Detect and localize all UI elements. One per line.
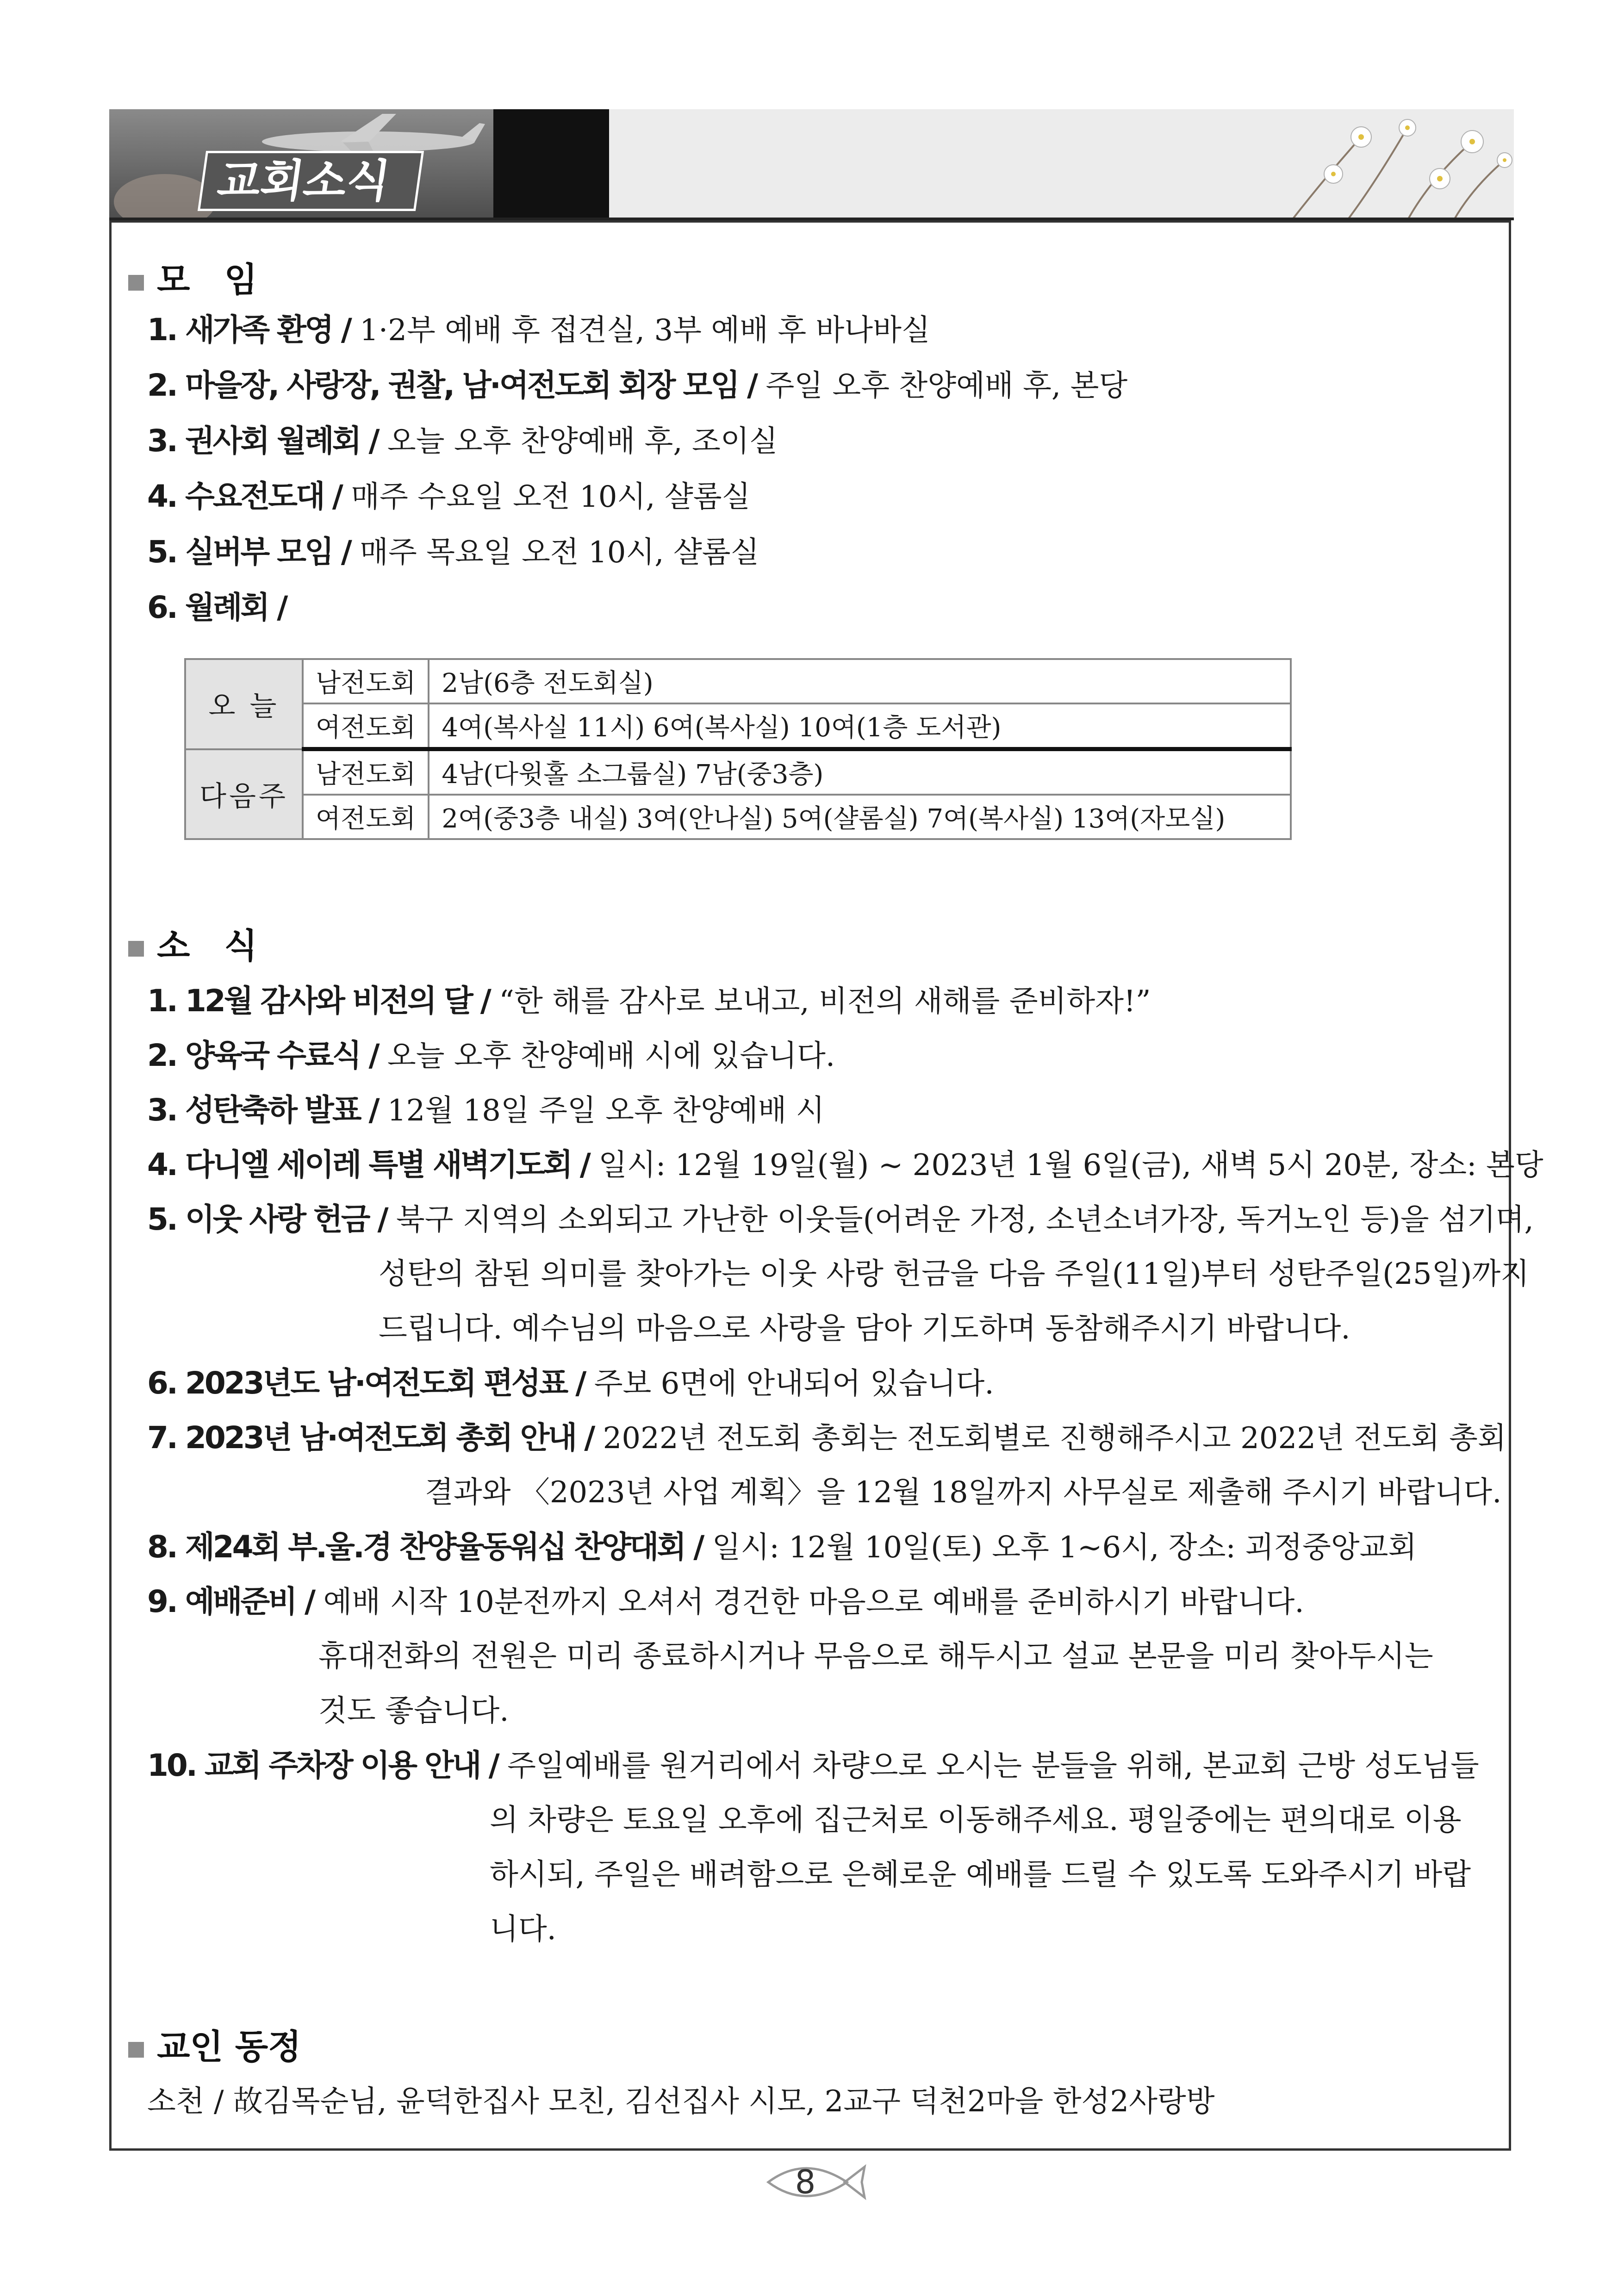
news-item-continuation: 드립니다. 예수님의 마음으로 사랑을 담아 기도하며 동참해주시기 바랍니다. xyxy=(379,1312,1350,1346)
square-bullet-icon xyxy=(128,275,144,291)
news-item-continuation: 니다. xyxy=(490,1912,556,1947)
table-row xyxy=(185,703,1291,749)
news-item-continuation: 것도 좋습니다. xyxy=(318,1694,509,1728)
header-photo-area xyxy=(109,109,493,220)
page-number: 8 xyxy=(795,2163,816,2201)
detail-cell: 4여(복사실 11시) 6여(복사실) 10여(1층 도서관) xyxy=(429,703,1291,749)
section-heading-meeting: 모 임 xyxy=(128,253,257,302)
news-item: 7. 2023년 남·여전도회 총회 안내 / 2022년 전도회 총회는 전도회별로 진행해주시고 2022년 전도회 총회 xyxy=(147,1420,1506,1456)
news-item-continuation: 결과와 〈2023년 사업 계획〉을 12월 18일까지 사무실로 제출해 주시기 바랍니다. xyxy=(425,1475,1502,1510)
page-number-badge xyxy=(759,2157,870,2208)
news-item-continuation: 하시되, 주일은 배려함으로 은혜로운 예배를 드릴 수 있도록 도와주시기 바랍 xyxy=(490,1858,1471,1892)
section-heading-news: 소 식 xyxy=(128,919,257,968)
news-item: 1. 12월 감사와 비전의 달 / “한 해를 감사로 보내고, 비전의 새해를 준비하자!” xyxy=(147,983,1151,1019)
group-cell: 여전도회 xyxy=(303,703,429,749)
header-light-area xyxy=(609,109,1514,220)
monthly-meeting-table xyxy=(184,658,1292,840)
meeting-item: 3. 권사회 월례회 / 오늘 오후 찬양예배 후, 조이실 xyxy=(147,423,778,459)
group-cell: 남전도회 xyxy=(303,749,429,795)
news-item: 10. 교회 주차장 이용 안내 / 주일예배를 원거리에서 차량으로 오시는 분들을 위해, 본교회 근방 성도님들 xyxy=(147,1748,1479,1783)
meeting-item: 6. 월례회 / xyxy=(147,590,286,625)
header-banner xyxy=(109,109,1514,220)
square-bullet-icon xyxy=(128,941,144,957)
news-item: 9. 예배준비 / 예배 시작 10분전까지 오셔서 경건한 마음으로 예배를 준비하시기 바랍니다. xyxy=(147,1584,1304,1619)
table-row xyxy=(185,749,1291,795)
detail-cell: 2여(중3층 내실) 3여(안나실) 5여(샬롬실) 7여(복사실) 13여(자모실) xyxy=(429,795,1291,839)
news-item: 2. 양육국 수료식 / 오늘 오후 찬양예배 시에 있습니다. xyxy=(147,1038,835,1073)
news-item-continuation: 성탄의 참된 의미를 찾아가는 이웃 사랑 헌금을 다음 주일(11일)부터 성탄주일(25일)까지 xyxy=(379,1257,1530,1291)
today-label: 오 늘 xyxy=(185,659,303,749)
square-bullet-icon xyxy=(128,2042,144,2058)
group-cell: 여전도회 xyxy=(303,795,429,839)
meeting-item: 4. 수요전도대 / 매주 수요일 오전 10시, 샬롬실 xyxy=(147,479,751,514)
flower-decoration-icon xyxy=(1255,109,1514,220)
meeting-item: 2. 마을장, 사랑장, 권찰, 남·여전도회 회장 모임 / 주일 오후 찬양예배 후, 본당 xyxy=(147,367,1128,403)
detail-cell: 2남(6층 전도회실) xyxy=(429,659,1291,703)
news-item: 6. 2023년도 남·여전도회 편성표 / 주보 6면에 안내되어 있습니다. xyxy=(147,1365,994,1401)
news-item: 4. 다니엘 세이레 특별 새벽기도회 / 일시: 12월 19일(월) ~ 2023년 1월 6일(금), 새벽 5시 20분, 장소: 본당 xyxy=(147,1147,1543,1182)
table-row xyxy=(185,659,1291,703)
meeting-item: 5. 실버부 모임 / 매주 목요일 오전 10시, 샬롬실 xyxy=(147,534,759,570)
group-cell: 남전도회 xyxy=(303,659,429,703)
news-item: 8. 제24회 부.울.경 찬양율동워십 찬양대회 / 일시: 12월 10일(토) 오후 1~6시, 장소: 괴정중앙교회 xyxy=(147,1529,1417,1565)
news-item: 3. 성탄축하 발표 / 12월 18일 주일 오후 찬양예배 시 xyxy=(147,1092,825,1128)
members-item: 소천 / 故김목순님, 윤덕한집사 모친, 김선집사 시모, 2교구 덕천2마을 한성2사랑방 xyxy=(147,2084,1215,2119)
detail-cell: 4남(다윗홀 소그룹실) 7남(중3층) xyxy=(429,749,1291,795)
news-item-continuation: 휴대전화의 전원은 미리 종료하시거나 무음으로 해두시고 설교 본문을 미리 찾아두시는 xyxy=(318,1639,1433,1674)
table-row xyxy=(185,795,1291,839)
news-item: 5. 이웃 사랑 헌금 / 북구 지역의 소외되고 가난한 이웃들(어려운 가정, 소년소녀가장, 독거노인 등)을 섬기며, xyxy=(147,1201,1534,1237)
header-dark-bar xyxy=(493,109,609,220)
page-title: 교회소식 xyxy=(198,151,424,211)
meeting-item: 1. 새가족 환영 / 1·2부 예배 후 접견실, 3부 예배 후 바나바실 xyxy=(147,312,930,348)
news-item-continuation: 의 차량은 토요일 오후에 집근처로 이동해주세요. 평일중에는 편의대로 이용 xyxy=(490,1803,1462,1837)
section-heading-members: 교인 동정 xyxy=(128,2020,301,2069)
next-week-label: 다음주 xyxy=(185,749,303,840)
